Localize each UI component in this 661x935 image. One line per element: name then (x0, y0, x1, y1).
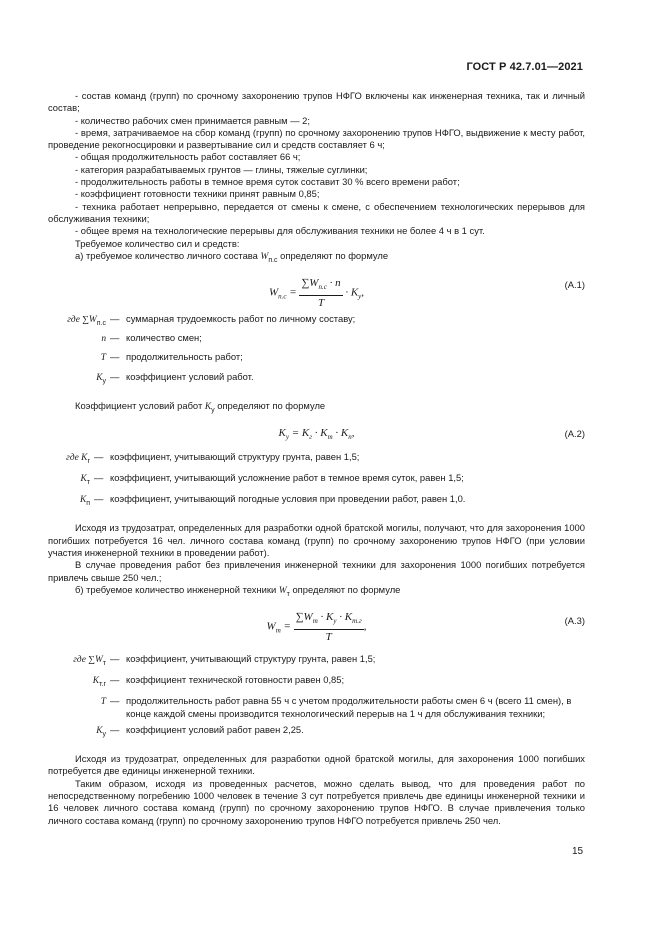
where-block-3: где $\sum W_т$ — коэффициент, учитывающий структуру грунта, равен 1,5; $K_{т.г}$ — коэффициент технической готовности равен 0,85; T — продолжительность работ равна 55 ч с учетом продолжительности работы смен 6 ч (всего 11 смен), в конце каждой смены производится технологический перерыв на 1 ч для обслуживания техники; $K_у$ — коэффициент условий работ равен 2,25. (73, 653, 572, 738)
paragraph: Исходя из трудозатрат, определенных для разработки одной братской могилы, для захоронения 1000 погибших потребуется две единицы инженерной техники. (48, 753, 585, 777)
formula-a1: $W_{п.с}$ = $\frac{\sum W_{п.с} \cdot n}{T}$ · $K_у$, (А.1) (268, 277, 585, 309)
paragraph: Исходя из трудозатрат, определенных для разработки одной братской могилы, получают, что для захоронения 1000 погибших потребуется 16 чел. личного состава команд (групп) по срочному захоронению трупов НФГО (при условии участия инженерной техники в проведении работ). (48, 522, 585, 558)
coef-intro: Коэффициент условий работ $K_у$ определяют по формуле (75, 399, 326, 414)
text-line: - категория разрабатываемых грунтов — глины, тяжелые суглинки; (75, 163, 368, 175)
formula-number: (А.2) (564, 427, 585, 439)
formula-number: (А.1) (564, 279, 585, 291)
document-header: ГОСТ Р 42.7.01—2021 (466, 61, 583, 73)
page-body (48, 90, 585, 827)
text-line: - состав команд (групп) по срочному захоронению трупов НФГО включены как инженерная техника, так и личный состав; (48, 90, 585, 114)
formula-a2: $K_у = K_г \cdot K_т \cdot K_п$, (А.2) (278, 426, 585, 442)
text-line: - количество рабочих смен принимается равным — 2; (75, 114, 311, 126)
where-block-2: где $K_г$ — коэффициент, учитывающий структуру грунта, равен 1,5; $K_т$ — коэффициент, учитывающий усложнение работ в темное время суток, равен 1,5; $K_п$ — коэффициент, учитывающий погодные условия при проведении работ, равен 1,0. (66, 450, 466, 508)
where-block-1: где $\sum W_{п.с}$ — суммарная трудоемкость работ по личному составу; n — количество смен; T — продолжительность работ; $K_у$ — коэффициент условий работ. (67, 313, 356, 385)
page-number: 15 (572, 846, 584, 857)
formula-a3: $W_т$ = $\frac{\sum W_т \cdot K_у \cdot K_{т.г}}{T}$ , (А.3) (266, 611, 585, 643)
text-line: Требуемое количество сил и средств: (75, 237, 240, 249)
text-line: - техника работает непрерывно, передается от смены к смене, с обеспечением технологических перерывов для обслуживания техники; (48, 200, 585, 224)
text-line: - коэффициент готовности техники принят равным 0,85; (75, 188, 320, 200)
formula-number: (А.3) (564, 615, 585, 627)
text-line: - время, затрачиваемое на сбор команд (групп) по срочному захоронению трупов НФГО, выдвижение к месту работ, проведение рекогносцировки и развертывание сил и средств составляет 6 ч; (48, 126, 585, 151)
text-line: - продолжительность работы в темное время суток составит 30 % всего времени работ; (75, 176, 460, 188)
text-line: - общая продолжительность работ составляет 66 ч; (75, 151, 301, 163)
paragraph: Таким образом, исходя из проведенных расчетов, можно сделать вывод, что для проведения работ по непосредственному погребению 1000 человек в течение 3 сут потребуется привлечь две единицы инженерной техники и 16 человек личного состава команд (групп) по срочному захоронению трупов НФГО. В случае привлечения только личного состава команд (групп) по срочному захоронению трупов НФГО потребуется привлечь 250 чел. (48, 777, 585, 826)
formula-b-intro: б) требуемое количество инженерной техники $W_т$ определяют по формуле (75, 583, 401, 598)
paragraph: В случае проведения работ без привлечения инженерной техники для захоронения 1000 погибших потребуется привлечь свыше 250 чел.; (48, 559, 585, 583)
text-line: - общее время на технологические перерывы для обслуживания техники не более 4 ч в 1 сут. (75, 225, 485, 237)
formula-a-intro: а) требуемое количество личного состава $W_{п.с}$ определяют по формуле (75, 249, 389, 264)
